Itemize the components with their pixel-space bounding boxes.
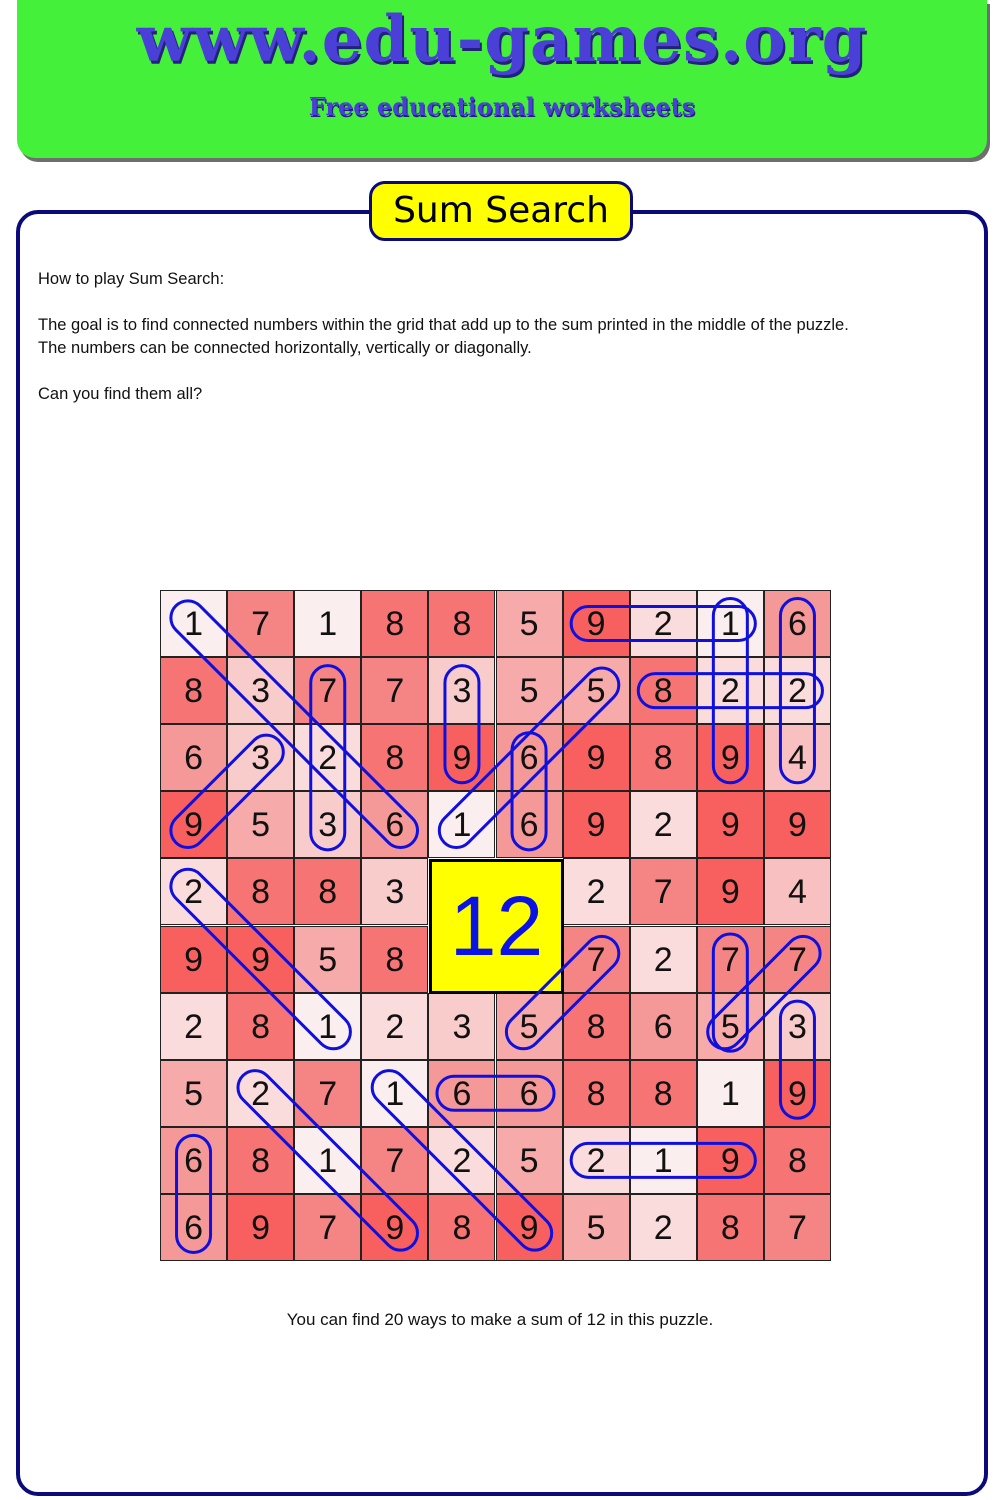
grid-cell[interactable]: 8 bbox=[227, 1127, 294, 1194]
puzzle-grid bbox=[160, 590, 831, 1261]
grid-cell[interactable]: 5 bbox=[496, 1127, 563, 1194]
instructions-challenge: Can you find them all? bbox=[38, 385, 203, 403]
grid-cell[interactable]: 3 bbox=[227, 724, 294, 791]
grid-cell[interactable]: 6 bbox=[428, 1060, 495, 1127]
grid-cell[interactable]: 3 bbox=[227, 657, 294, 724]
grid-cell[interactable]: 7 bbox=[294, 1194, 361, 1261]
grid-cell[interactable]: 4 bbox=[764, 858, 831, 925]
instructions-connect-rule: The numbers can be connected horizontally, vertically or diagonally. bbox=[38, 339, 532, 357]
worksheet-title: Sum Search bbox=[369, 181, 633, 241]
grid-cell[interactable]: 8 bbox=[630, 724, 697, 791]
grid-cell[interactable]: 5 bbox=[496, 590, 563, 657]
grid-cell[interactable]: 1 bbox=[294, 993, 361, 1060]
instructions-heading: How to play Sum Search: bbox=[38, 270, 225, 288]
grid-cell[interactable]: 9 bbox=[697, 1127, 764, 1194]
grid-cell[interactable]: 5 bbox=[563, 657, 630, 724]
grid-cell[interactable]: 7 bbox=[563, 926, 630, 993]
grid-cell[interactable]: 3 bbox=[428, 993, 495, 1060]
footer-note: You can find 20 ways to make a sum of 12 in this puzzle. bbox=[286, 1310, 714, 1329]
grid-cell[interactable]: 8 bbox=[630, 1060, 697, 1127]
site-title[interactable]: www.edu-games.org bbox=[136, 2, 868, 77]
grid-cell[interactable]: 2 bbox=[563, 1127, 630, 1194]
grid-cell[interactable]: 9 bbox=[563, 590, 630, 657]
grid-cell[interactable]: 2 bbox=[630, 1194, 697, 1261]
grid-cell[interactable]: 8 bbox=[294, 858, 361, 925]
grid-cell[interactable]: 8 bbox=[227, 858, 294, 925]
grid-cell[interactable]: 9 bbox=[563, 724, 630, 791]
grid-cell[interactable]: 7 bbox=[361, 1127, 428, 1194]
grid-cell[interactable]: 5 bbox=[496, 657, 563, 724]
grid-cell[interactable]: 9 bbox=[428, 724, 495, 791]
grid-cell[interactable]: 2 bbox=[630, 926, 697, 993]
grid-cell[interactable]: 8 bbox=[563, 993, 630, 1060]
grid-cell[interactable]: 3 bbox=[764, 993, 831, 1060]
grid-cell[interactable]: 5 bbox=[160, 1060, 227, 1127]
grid-cell[interactable]: 8 bbox=[361, 926, 428, 993]
grid-cell[interactable]: 2 bbox=[160, 993, 227, 1060]
grid-cell[interactable]: 8 bbox=[227, 993, 294, 1060]
grid-cell[interactable]: 6 bbox=[764, 590, 831, 657]
grid-cell[interactable]: 8 bbox=[697, 1194, 764, 1261]
grid-cell[interactable]: 9 bbox=[563, 791, 630, 858]
grid-cell[interactable]: 1 bbox=[294, 590, 361, 657]
grid-cell[interactable]: 1 bbox=[160, 590, 227, 657]
grid-cell[interactable]: 6 bbox=[496, 724, 563, 791]
grid-cell[interactable]: 2 bbox=[361, 993, 428, 1060]
grid-cell[interactable]: 5 bbox=[697, 993, 764, 1060]
grid-cell[interactable]: 3 bbox=[361, 858, 428, 925]
site-subtitle: Free educational worksheets bbox=[308, 92, 696, 121]
grid-cell[interactable]: 7 bbox=[294, 657, 361, 724]
grid-cell[interactable]: 8 bbox=[630, 657, 697, 724]
grid-cell[interactable]: 5 bbox=[563, 1194, 630, 1261]
grid-cell[interactable]: 9 bbox=[496, 1194, 563, 1261]
grid-cell[interactable]: 9 bbox=[764, 791, 831, 858]
target-sum-box: 12 bbox=[429, 859, 563, 993]
grid-cell[interactable]: 6 bbox=[496, 1060, 563, 1127]
grid-cell[interactable]: 1 bbox=[697, 1060, 764, 1127]
grid-cell[interactable]: 7 bbox=[764, 926, 831, 993]
grid-cell[interactable]: 1 bbox=[630, 1127, 697, 1194]
grid-cell[interactable]: 9 bbox=[160, 791, 227, 858]
grid-cell[interactable]: 3 bbox=[428, 657, 495, 724]
grid-cell[interactable]: 7 bbox=[764, 1194, 831, 1261]
grid-cell[interactable]: 8 bbox=[428, 1194, 495, 1261]
grid-cell[interactable]: 6 bbox=[630, 993, 697, 1060]
grid-cell[interactable]: 8 bbox=[160, 657, 227, 724]
grid-cell[interactable]: 9 bbox=[764, 1060, 831, 1127]
grid-cell[interactable]: 9 bbox=[361, 1194, 428, 1261]
grid-cell[interactable]: 2 bbox=[160, 858, 227, 925]
grid-cell[interactable]: 9 bbox=[227, 1194, 294, 1261]
grid-cell[interactable]: 9 bbox=[227, 926, 294, 993]
instructions-goal: The goal is to find connected numbers within the grid that add up to the sum printed in the middle of the puzzle. bbox=[38, 316, 849, 334]
grid-cell[interactable]: 3 bbox=[294, 791, 361, 858]
grid-cell[interactable]: 8 bbox=[764, 1127, 831, 1194]
grid-cell[interactable]: 9 bbox=[160, 926, 227, 993]
grid-cell[interactable]: 5 bbox=[496, 993, 563, 1060]
grid-cell[interactable]: 5 bbox=[227, 791, 294, 858]
grid-cell[interactable]: 6 bbox=[496, 791, 563, 858]
grid-cell[interactable]: 2 bbox=[294, 724, 361, 791]
grid-cell[interactable]: 2 bbox=[428, 1127, 495, 1194]
grid-cell[interactable]: 2 bbox=[563, 858, 630, 925]
grid-cell[interactable]: 6 bbox=[160, 1194, 227, 1261]
grid-cell[interactable]: 2 bbox=[697, 657, 764, 724]
grid-cell[interactable]: 8 bbox=[361, 724, 428, 791]
grid-cell[interactable]: 8 bbox=[428, 590, 495, 657]
grid-cell[interactable]: 2 bbox=[764, 657, 831, 724]
grid-cell[interactable]: 5 bbox=[294, 926, 361, 993]
site-banner bbox=[17, 0, 987, 158]
grid-cell[interactable]: 4 bbox=[764, 724, 831, 791]
grid-cell[interactable]: 9 bbox=[697, 858, 764, 925]
grid-cell[interactable]: 2 bbox=[630, 590, 697, 657]
grid-cell[interactable]: 1 bbox=[294, 1127, 361, 1194]
grid-cell[interactable]: 6 bbox=[361, 791, 428, 858]
grid-cell[interactable]: 9 bbox=[697, 724, 764, 791]
grid-cell[interactable]: 7 bbox=[294, 1060, 361, 1127]
grid-cell[interactable]: 7 bbox=[630, 858, 697, 925]
grid-cell[interactable]: 7 bbox=[697, 926, 764, 993]
grid-cell[interactable]: 2 bbox=[227, 1060, 294, 1127]
grid-cell[interactable]: 1 bbox=[697, 590, 764, 657]
grid-cell[interactable]: 8 bbox=[361, 590, 428, 657]
grid-cell[interactable]: 1 bbox=[428, 791, 495, 858]
grid-cell[interactable]: 1 bbox=[361, 1060, 428, 1127]
grid-cell[interactable]: 7 bbox=[361, 657, 428, 724]
grid-cell[interactable]: 7 bbox=[227, 590, 294, 657]
grid-cell[interactable]: 8 bbox=[563, 1060, 630, 1127]
grid-cell[interactable]: 6 bbox=[160, 1127, 227, 1194]
grid-cell[interactable]: 9 bbox=[697, 791, 764, 858]
grid-cell[interactable]: 6 bbox=[160, 724, 227, 791]
grid-cell[interactable]: 2 bbox=[630, 791, 697, 858]
instructions bbox=[38, 268, 968, 406]
